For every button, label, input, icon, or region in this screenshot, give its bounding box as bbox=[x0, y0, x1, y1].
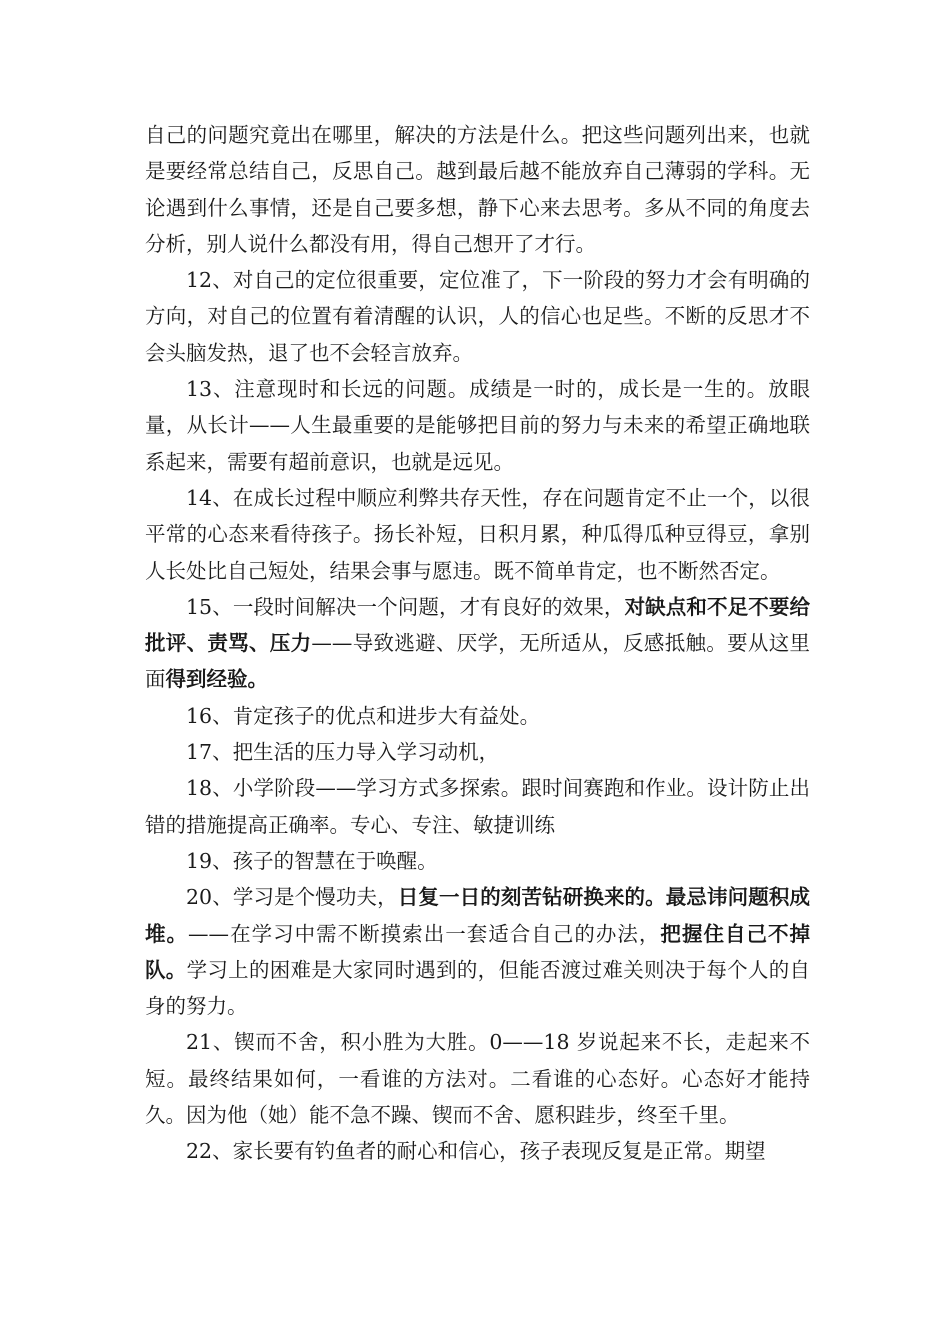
paragraph-17: 17、把生活的压力导入学习动机， bbox=[186, 740, 500, 765]
paragraph-15: 15、一段时间解决一个问题，才有良好的效果，对缺点和不足不要给批评、责骂、压力——导致逃避、厌学，无所适从，反感抵触。要从这里面得到经验。 bbox=[145, 594, 811, 692]
bold-text: 对缺点和不足不要给批评、责骂、压力 bbox=[145, 594, 811, 656]
bold-text: 得到经验。 bbox=[165, 667, 268, 692]
paragraph-16: 16、肯定孩子的优点和进步大有益处。 bbox=[186, 703, 541, 728]
paragraph-19: 19、孩子的智慧在于唤醒。 bbox=[186, 848, 438, 873]
bold-text: 日复一日的刻苦钻研换来的。最忌讳问题积成堆。 bbox=[145, 885, 810, 946]
paragraph-20: 20、学习是个慢功夫，日复一日的刻苦钻研换来的。最忌讳问题积成堆。——在学习中需不断摸索出一套适合自己的办法，把握住自己不掉队。学习上的困难是大家同时遇到的，但能否渡过难关则决于每个人的自身的努力。 bbox=[145, 885, 811, 1019]
paragraph-13: 13、注意现时和长远的问题。成绩是一时的，成长是一生的。放眼量，从长计——人生最重要的是能够把目前的努力与未来的希望正确地联系起来，需要有超前意识，也就是远见。 bbox=[145, 377, 810, 474]
paragraph-21: 21、锲而不舍，积小胜为大胜。0——18 岁说起来不长，走起来不短。最终结果如何，一看谁的方法对。二看谁的心态好。心态好才能持久。因为他（她）能不急不躁、锲而不舍、愿积跬步，终至千里。 bbox=[145, 1030, 810, 1128]
paragraph-continued: 自己的问题究竟出在哪里，解决的方法是什么。把这些问题列出来，也就是要经常总结自己，反思自己。越到最后越不能放弃自己薄弱的学科。无论遇到什么事情，还是自己要多想，静下心来去思考。多从不同的角度去分析，别人说什么都没有用，得自己想开了才行。 bbox=[145, 123, 810, 256]
paragraph-14: 14、在成长过程中顺应利弊共存天性，存在问题肯定不止一个，以很平常的心态来看待孩子。扬长补短，日积月累，种瓜得瓜种豆得豆，拿别人长处比自己短处，结果会事与愿违。既不简单肯定，也不断然否定。 bbox=[145, 485, 810, 583]
bold-text: 把握住自己不掉队。 bbox=[145, 921, 811, 982]
paragraph-12: 12、对自己的定位很重要，定位准了，下一阶段的努力才会有明确的方向，对自己的位置有着清醒的认识，人的信心也足些。不断的反思才不会头脑发热，退了也不会轻言放弃。 bbox=[145, 268, 810, 365]
paragraph-22: 22、家长要有钓鱼者的耐心和信心，孩子表现反复是正常。期望 bbox=[186, 1139, 766, 1164]
paragraph-18: 18、小学阶段——学习方式多探索。跟时间赛跑和作业。设计防止出错的措施提高正确率。专心、专注、敏捷训练 bbox=[145, 776, 810, 837]
document-body bbox=[145, 117, 810, 1170]
